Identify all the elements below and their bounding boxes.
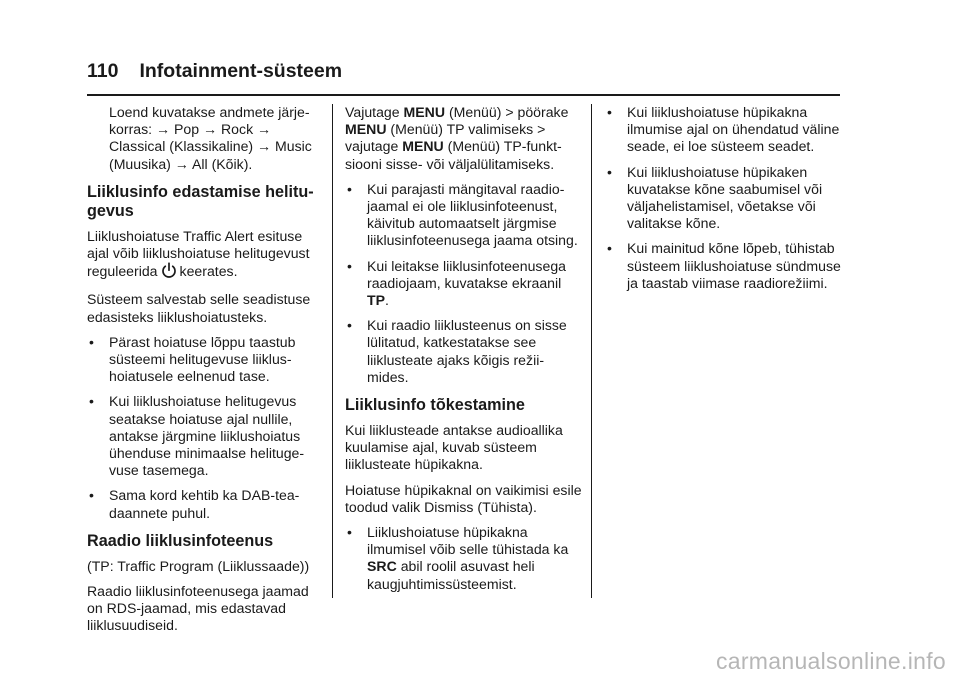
list-item-text: Kui mainitud kõne lõpeb, tühistab süsteem liiklushoiatuse sündmuse ja taastab viimase raadiorežiimi. bbox=[627, 240, 841, 291]
bullet-icon: • bbox=[607, 240, 612, 257]
popup-paragraph: Kui liiklusteade antakse audioallika kuulamise ajal, kuvab süsteem liiklusteate hüpikakna. bbox=[345, 422, 563, 473]
page-title: Infotainment-süsteem bbox=[139, 60, 343, 82]
heading-radio-traffic-service: Raadio liiklusinfoteenus bbox=[87, 531, 274, 550]
bullet-icon: • bbox=[347, 524, 352, 541]
bullet-icon: • bbox=[607, 104, 612, 120]
list-item-text: Pärast hoiatuse lõppu taastub süsteemi helitugevuse liiklus-hoiatusele eelnenud tase. bbox=[109, 333, 296, 385]
bullet-icon: • bbox=[89, 333, 94, 350]
volume-paragraph bbox=[87, 228, 327, 284]
list-item-text: Kui liiklushoiatuse hüpikaken kuvatakse kõne saabumisel või väljahelistamisel, võetakse või valitakse kõne. bbox=[627, 163, 823, 232]
list-item-text: Kui raadio liiklusteenus on sisse lülitatud, katkestatakse see liiklusteate ajaks kõigis režii-mides. bbox=[367, 317, 567, 385]
column-3 bbox=[605, 104, 841, 300]
column-2 bbox=[345, 104, 583, 601]
bullet-icon: • bbox=[89, 487, 94, 504]
column-divider bbox=[332, 104, 333, 598]
instruction-text: (Menüü) TP-funkt-siooni sisse- või väljalülitamiseks. bbox=[345, 138, 562, 172]
dismiss-paragraph: Hoiatuse hüpikaknal on vaikimisi esile toodud valik Dismiss (Tühista). bbox=[345, 481, 582, 515]
menu-key: MENU bbox=[402, 138, 444, 155]
menu-instructions bbox=[345, 104, 583, 173]
list-item bbox=[87, 393, 327, 479]
rds-paragraph: Raadio liiklusinfoteenusega jaamad on RDS-jaamad, mis edastavad liiklusuudiseid. bbox=[87, 583, 309, 634]
instruction-text: Vajutage bbox=[345, 104, 400, 120]
list-item-text: . bbox=[385, 292, 389, 309]
list-item-text: Kui liiklushoiatuse helitugevus seatakse hoiatuse ajal nullile, antakse järgmine liiklushoiatus ühenduse minimaalse helituge-vuse tasemega. bbox=[109, 393, 305, 479]
list-item bbox=[345, 317, 583, 386]
instruction-text: (Menüü) > pöörake bbox=[448, 104, 569, 120]
sort-order-paragraph: Loend kuvatakse andmete järje-korras: → Pop → Rock → Classical (Klassikaline) → Music (Muusika) → All (Kõik). bbox=[109, 104, 312, 172]
instruction-text: (Menüü) TP valimiseks > vajutage bbox=[345, 121, 546, 155]
list-item bbox=[605, 240, 841, 292]
src-key: SRC bbox=[367, 558, 397, 575]
list-item bbox=[605, 164, 841, 233]
list-item-text: Kui leitakse liiklusinfoteenusega raadiojaam, kuvatakse ekraanil bbox=[367, 257, 566, 291]
list-item-text: Kui liiklushoiatuse hüpikakna ilmumise ajal on ühendatud väline seade, ei loe süsteem seadet. bbox=[627, 104, 840, 155]
column-divider bbox=[591, 104, 592, 598]
heading-traffic-alert-volume: Liiklusinfo edastamise helitu-gevus bbox=[87, 182, 314, 220]
list-item-text: Liiklushoiatuse hüpikakna ilmumisel võib selle tühistada ka bbox=[367, 524, 569, 558]
list-item-text: Sama kord kehtib ka DAB-tea-daannete puhul. bbox=[109, 487, 300, 521]
tp-indicator: TP bbox=[367, 292, 386, 309]
list-item bbox=[87, 334, 327, 386]
save-setting-paragraph: Süsteem salvestab selle seadistuse edasisteks liiklushoiatusteks. bbox=[87, 291, 311, 325]
bullet-icon: • bbox=[347, 317, 352, 334]
bullet-icon: • bbox=[89, 393, 94, 410]
page-number: 110 bbox=[87, 60, 119, 82]
page-header bbox=[87, 60, 840, 83]
bullet-icon: • bbox=[607, 163, 612, 180]
watermark: carmanualsonline.info bbox=[715, 648, 946, 674]
header-rule bbox=[87, 94, 840, 96]
tp-definition: (TP: Traffic Program (Liiklussaade)) bbox=[87, 557, 310, 574]
list-item bbox=[345, 524, 583, 593]
menu-key: MENU bbox=[345, 121, 387, 138]
menu-key: MENU bbox=[403, 104, 446, 120]
list-item-text: Kui parajasti mängitaval raadio-jaamal ei ole liiklusinfoteenust, käivitub automaatselt järgmise liiklusinfoteenusega jaama otsing. bbox=[367, 180, 578, 249]
list-item bbox=[345, 181, 583, 250]
heading-traffic-blocking: Liiklusinfo tõkestamine bbox=[345, 396, 525, 415]
power-knob-icon bbox=[161, 262, 177, 283]
list-item-text: abil roolil asuvast heli kaugjuhtimissüsteemist. bbox=[367, 558, 535, 592]
bullet-icon: • bbox=[347, 180, 352, 197]
list-item bbox=[605, 104, 841, 156]
list-item bbox=[345, 258, 583, 310]
volume-text-1: Liiklushoiatuse Traffic Alert esituse ajal võib liiklushoiatuse helitugevust reguleerida bbox=[87, 227, 310, 280]
bullet-icon: • bbox=[347, 257, 352, 274]
list-item bbox=[87, 487, 327, 521]
column-1 bbox=[87, 104, 327, 643]
volume-text-2: keerates. bbox=[179, 263, 238, 280]
